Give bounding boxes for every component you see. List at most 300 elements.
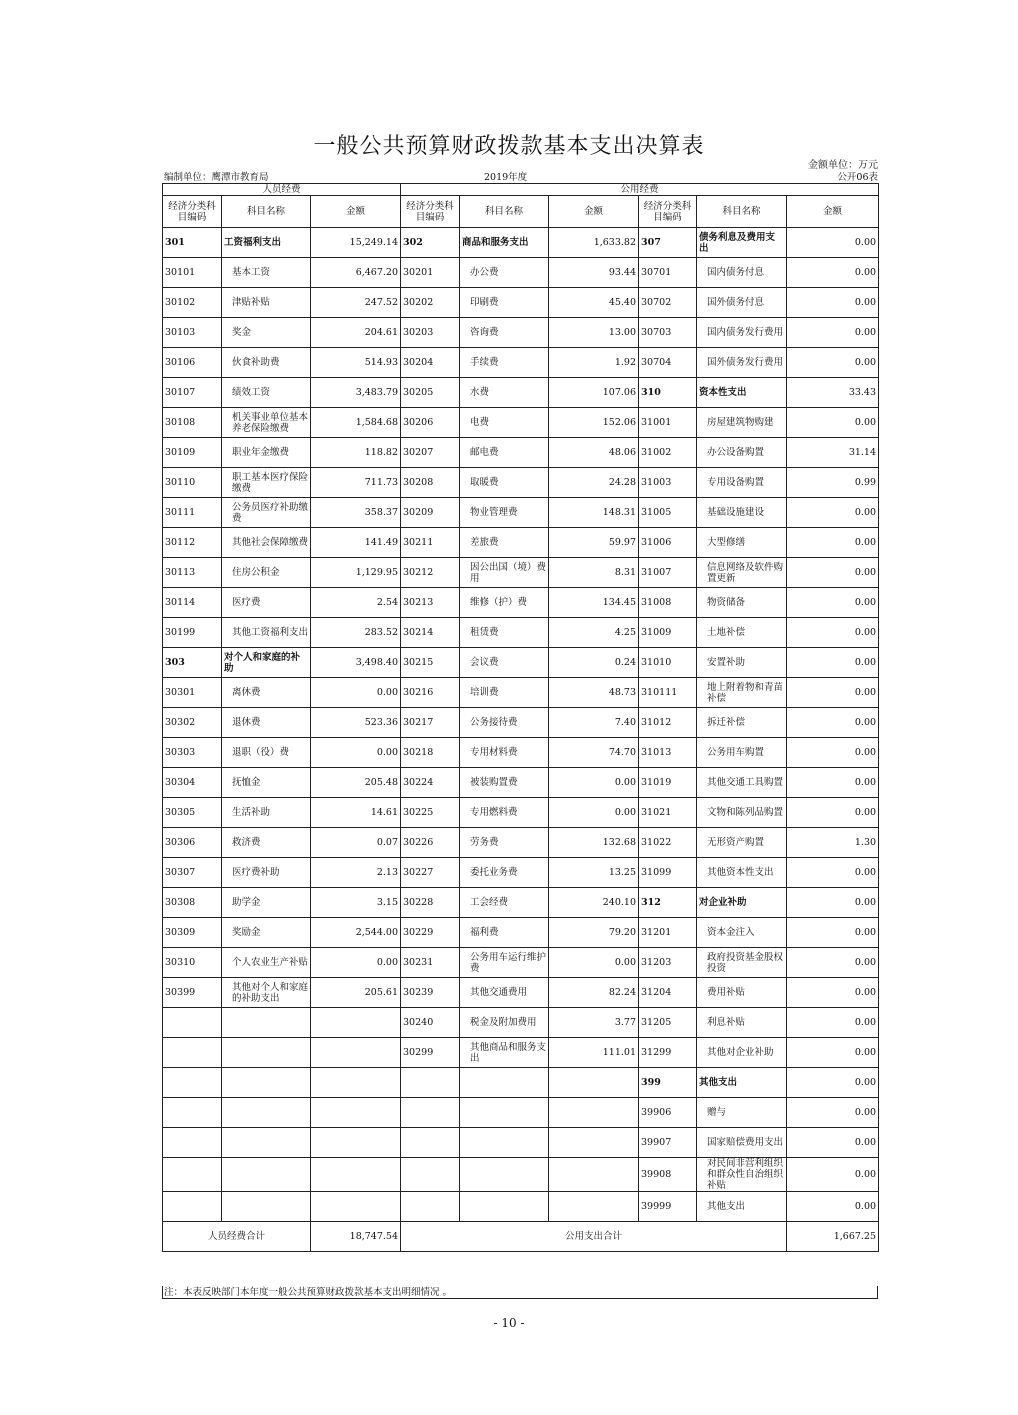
cell-code: 30103 xyxy=(163,318,222,348)
cell-name: 医疗费补助 xyxy=(222,858,311,888)
cell-amount: 6,467.20 xyxy=(311,258,401,288)
cell-name: 赠与 xyxy=(697,1098,787,1128)
cell-amount xyxy=(311,1008,401,1038)
cell-name: 对民间非营利组织和群众性自治组织补贴 xyxy=(697,1158,787,1192)
cell-code: 30202 xyxy=(401,288,460,318)
cell-amount: 0.00 xyxy=(787,1158,879,1192)
cell-code: 30199 xyxy=(163,618,222,648)
cell-code xyxy=(163,1038,222,1068)
cell-amount: 152.06 xyxy=(549,408,639,438)
cell-amount: 0.00 xyxy=(787,348,879,378)
cell-name: 差旅费 xyxy=(460,528,549,558)
cell-name: 费用补贴 xyxy=(697,978,787,1008)
cell-code: 30302 xyxy=(163,708,222,738)
cell-code: 30213 xyxy=(401,588,460,618)
cell-name: 救济费 xyxy=(222,828,311,858)
cell-name: 水费 xyxy=(460,378,549,408)
cell-amount xyxy=(549,1068,639,1098)
cell-name xyxy=(460,1068,549,1098)
cell-code: 30227 xyxy=(401,858,460,888)
cell-name: 退休费 xyxy=(222,708,311,738)
cell-code: 31003 xyxy=(639,468,697,498)
cell-name: 退职（役）费 xyxy=(222,738,311,768)
table-row xyxy=(163,1038,879,1068)
cell-amount: 8.31 xyxy=(549,558,639,588)
cell-code: 31021 xyxy=(639,798,697,828)
cell-amount: 13.25 xyxy=(549,858,639,888)
cell-amount: 7.40 xyxy=(549,708,639,738)
cell-amount: 240.10 xyxy=(549,888,639,918)
cell-code: 30218 xyxy=(401,738,460,768)
cell-code: 30240 xyxy=(401,1008,460,1038)
cell-amount: 2.13 xyxy=(311,858,401,888)
cell-code: 30107 xyxy=(163,378,222,408)
cell-code: 39907 xyxy=(639,1128,697,1158)
table-row xyxy=(163,828,879,858)
cell-code: 30215 xyxy=(401,648,460,678)
cell-name: 土地补偿 xyxy=(697,618,787,648)
cell-code xyxy=(163,1068,222,1098)
cell-amount xyxy=(549,1192,639,1222)
cell-amount: 0.00 xyxy=(787,588,879,618)
cell-name: 电费 xyxy=(460,408,549,438)
cell-amount: 0.00 xyxy=(311,948,401,978)
cell-amount xyxy=(311,1158,401,1192)
cell-code: 30212 xyxy=(401,558,460,588)
cell-name: 公务用车购置 xyxy=(697,738,787,768)
cell-code xyxy=(163,1008,222,1038)
cell-code xyxy=(401,1158,460,1192)
group-public: 公用经费 xyxy=(401,184,879,196)
cell-name: 取暖费 xyxy=(460,468,549,498)
cell-name: 其他交通费用 xyxy=(460,978,549,1008)
cell-amount: 0.00 xyxy=(787,258,879,288)
cell-amount: 0.00 xyxy=(787,1008,879,1038)
cell-amount: 2,544.00 xyxy=(311,918,401,948)
cell-amount: 0.00 xyxy=(787,558,879,588)
cell-name: 专用设备购置 xyxy=(697,468,787,498)
table-row xyxy=(163,768,879,798)
cell-code xyxy=(163,1098,222,1128)
cell-amount: 0.24 xyxy=(549,648,639,678)
cell-name: 物业管理费 xyxy=(460,498,549,528)
cell-name: 劳务费 xyxy=(460,828,549,858)
cell-amount: 74.70 xyxy=(549,738,639,768)
cell-name: 培训费 xyxy=(460,678,549,708)
cell-name xyxy=(460,1098,549,1128)
cell-name: 办公设备购置 xyxy=(697,438,787,468)
cell-name: 其他支出 xyxy=(697,1192,787,1222)
group-header-row xyxy=(163,184,879,196)
cell-amount: 48.06 xyxy=(549,438,639,468)
cell-name xyxy=(222,1008,311,1038)
cell-amount: 0.00 xyxy=(787,768,879,798)
cell-name: 其他支出 xyxy=(697,1068,787,1098)
col-header-name: 科目名称 xyxy=(222,196,311,228)
cell-name: 奖金 xyxy=(222,318,311,348)
cell-name: 房屋建筑物购建 xyxy=(697,408,787,438)
table-row xyxy=(163,798,879,828)
cell-code: 30204 xyxy=(401,348,460,378)
cell-code: 30207 xyxy=(401,438,460,468)
cell-code: 30112 xyxy=(163,528,222,558)
cell-amount: 13.00 xyxy=(549,318,639,348)
table-row xyxy=(163,888,879,918)
cell-code: 30102 xyxy=(163,288,222,318)
cell-code: 30109 xyxy=(163,438,222,468)
cell-code: 31006 xyxy=(639,528,697,558)
cell-code xyxy=(163,1128,222,1158)
cell-amount: 31.14 xyxy=(787,438,879,468)
cell-amount: 523.36 xyxy=(311,708,401,738)
cell-amount: 111.01 xyxy=(549,1038,639,1068)
table-row xyxy=(163,1158,879,1192)
cell-amount: 1,129.95 xyxy=(311,558,401,588)
table-row xyxy=(163,438,879,468)
col-header-code: 经济分类科目编码 xyxy=(163,196,222,228)
cell-amount xyxy=(549,1128,639,1158)
cell-amount: 3.77 xyxy=(549,1008,639,1038)
cell-name: 国外债务发行费用 xyxy=(697,348,787,378)
form-code: 公开06表 xyxy=(837,172,878,183)
cell-name: 维修（护）费 xyxy=(460,588,549,618)
cell-amount xyxy=(311,1068,401,1098)
amount-unit: 金额单位：万元 xyxy=(808,160,878,171)
table-row xyxy=(163,1192,879,1222)
cell-name: 会议费 xyxy=(460,648,549,678)
cell-code: 30231 xyxy=(401,948,460,978)
cell-name: 大型修缮 xyxy=(697,528,787,558)
totals-row xyxy=(163,1222,879,1252)
cell-code: 30106 xyxy=(163,348,222,378)
cell-name: 基础设施建设 xyxy=(697,498,787,528)
cell-name: 生活补助 xyxy=(222,798,311,828)
cell-code xyxy=(163,1158,222,1192)
cell-name xyxy=(222,1068,311,1098)
cell-amount: 0.07 xyxy=(311,828,401,858)
cell-amount: 0.00 xyxy=(787,978,879,1008)
table-row xyxy=(163,258,879,288)
cell-code: 30101 xyxy=(163,258,222,288)
cell-name xyxy=(222,1098,311,1128)
cell-amount xyxy=(311,1128,401,1158)
cell-name: 税金及附加费用 xyxy=(460,1008,549,1038)
cell-code: 39908 xyxy=(639,1158,697,1192)
table-row xyxy=(163,348,879,378)
cell-code: 30224 xyxy=(401,768,460,798)
cell-name: 无形资产购置 xyxy=(697,828,787,858)
cell-name: 印刷费 xyxy=(460,288,549,318)
cell-code: 31019 xyxy=(639,768,697,798)
cell-amount: 132.68 xyxy=(549,828,639,858)
total-personnel-amount: 18,747.54 xyxy=(311,1222,401,1252)
table-row xyxy=(163,558,879,588)
table-row xyxy=(163,708,879,738)
cell-code: 39999 xyxy=(639,1192,697,1222)
cell-amount: 358.37 xyxy=(311,498,401,528)
cell-amount: 141.49 xyxy=(311,528,401,558)
cell-code xyxy=(401,1192,460,1222)
table-row xyxy=(163,528,879,558)
cell-name: 个人农业生产补贴 xyxy=(222,948,311,978)
table-row xyxy=(163,678,879,708)
cell-amount: 0.00 xyxy=(787,678,879,708)
cell-name: 租赁费 xyxy=(460,618,549,648)
cell-name: 职业年金缴费 xyxy=(222,438,311,468)
table-row xyxy=(163,1008,879,1038)
cell-amount: 33.43 xyxy=(787,378,879,408)
cell-name: 工会经费 xyxy=(460,888,549,918)
cell-name xyxy=(222,1128,311,1158)
cell-code: 30702 xyxy=(639,288,697,318)
cell-amount: 2.54 xyxy=(311,588,401,618)
cell-name: 被装购置费 xyxy=(460,768,549,798)
cell-code: 30704 xyxy=(639,348,697,378)
cell-code: 30308 xyxy=(163,888,222,918)
cell-code: 30309 xyxy=(163,918,222,948)
cell-code: 30203 xyxy=(401,318,460,348)
cell-amount: 514.93 xyxy=(311,348,401,378)
cell-amount: 0.00 xyxy=(787,618,879,648)
cell-name: 邮电费 xyxy=(460,438,549,468)
column-header-row xyxy=(163,196,879,228)
cell-code: 30228 xyxy=(401,888,460,918)
cell-name: 助学金 xyxy=(222,888,311,918)
cell-name: 其他对企业补助 xyxy=(697,1038,787,1068)
cell-code: 30113 xyxy=(163,558,222,588)
cell-code: 307 xyxy=(639,228,697,258)
page-number: - 10 - xyxy=(493,1316,525,1330)
cell-amount: 134.45 xyxy=(549,588,639,618)
cell-amount: 205.61 xyxy=(311,978,401,1008)
cell-amount: 0.00 xyxy=(787,408,879,438)
cell-code: 30208 xyxy=(401,468,460,498)
total-public-label: 公用支出合计 xyxy=(401,1222,787,1252)
cell-name: 公务员医疗补助缴费 xyxy=(222,498,311,528)
cell-amount: 204.61 xyxy=(311,318,401,348)
cell-amount: 107.06 xyxy=(549,378,639,408)
cell-name xyxy=(460,1192,549,1222)
cell-name: 其他交通工具购置 xyxy=(697,768,787,798)
cell-code: 30305 xyxy=(163,798,222,828)
fiscal-year: 2019年度 xyxy=(484,172,528,183)
cell-amount xyxy=(311,1038,401,1068)
cell-amount: 82.24 xyxy=(549,978,639,1008)
cell-amount: 59.97 xyxy=(549,528,639,558)
report-title: 一般公共预算财政拨款基本支出决算表 xyxy=(313,134,705,159)
cell-code: 31022 xyxy=(639,828,697,858)
cell-amount: 15,249.14 xyxy=(311,228,401,258)
cell-name: 国内债务付息 xyxy=(697,258,787,288)
cell-amount: 247.52 xyxy=(311,288,401,318)
cell-code: 30226 xyxy=(401,828,460,858)
cell-name xyxy=(222,1158,311,1192)
cell-name: 基本工资 xyxy=(222,258,311,288)
reporting-org: 编制单位：鹰潭市教育局 xyxy=(164,172,269,183)
cell-name: 国家赔偿费用支出 xyxy=(697,1128,787,1158)
cell-amount: 1,584.68 xyxy=(311,408,401,438)
cell-amount: 79.20 xyxy=(549,918,639,948)
cell-code: 30205 xyxy=(401,378,460,408)
cell-code: 30216 xyxy=(401,678,460,708)
cell-code: 31013 xyxy=(639,738,697,768)
cell-amount: 205.48 xyxy=(311,768,401,798)
table-row xyxy=(163,648,879,678)
cell-code: 31001 xyxy=(639,408,697,438)
cell-code xyxy=(401,1098,460,1128)
cell-name: 其他资本性支出 xyxy=(697,858,787,888)
table-row xyxy=(163,318,879,348)
cell-name: 政府投资基金股权投资 xyxy=(697,948,787,978)
cell-amount: 0.00 xyxy=(787,708,879,738)
cell-code: 30110 xyxy=(163,468,222,498)
cell-code: 30111 xyxy=(163,498,222,528)
cell-name: 国外债务付息 xyxy=(697,288,787,318)
cell-amount: 0.00 xyxy=(787,918,879,948)
cell-name: 医疗费 xyxy=(222,588,311,618)
cell-name: 委托业务费 xyxy=(460,858,549,888)
cell-amount: 0.00 xyxy=(787,498,879,528)
cell-amount xyxy=(311,1192,401,1222)
cell-amount: 3,483.79 xyxy=(311,378,401,408)
cell-amount: 1.30 xyxy=(787,828,879,858)
cell-code: 31205 xyxy=(639,1008,697,1038)
cell-code: 31010 xyxy=(639,648,697,678)
cell-name xyxy=(222,1192,311,1222)
cell-amount: 0.00 xyxy=(787,948,879,978)
cell-amount: 1,633.82 xyxy=(549,228,639,258)
cell-code: 30214 xyxy=(401,618,460,648)
cell-code: 31299 xyxy=(639,1038,697,1068)
cell-amount: 0.00 xyxy=(787,888,879,918)
cell-code xyxy=(163,1192,222,1222)
cell-code: 399 xyxy=(639,1068,697,1098)
cell-name: 机关事业单位基本养老保险缴费 xyxy=(222,408,311,438)
expenditure-table xyxy=(162,183,879,1252)
cell-amount: 0.00 xyxy=(549,768,639,798)
cell-code: 30217 xyxy=(401,708,460,738)
table-row xyxy=(163,588,879,618)
cell-code: 30239 xyxy=(401,978,460,1008)
col-header-code: 经济分类科目编码 xyxy=(401,196,460,228)
cell-code: 30114 xyxy=(163,588,222,618)
cell-name: 咨询费 xyxy=(460,318,549,348)
table-row xyxy=(163,1128,879,1158)
cell-name: 伙食补助费 xyxy=(222,348,311,378)
total-public-amount: 1,667.25 xyxy=(787,1222,879,1252)
cell-code: 310111 xyxy=(639,678,697,708)
cell-amount: 0.00 xyxy=(787,798,879,828)
cell-code: 30299 xyxy=(401,1038,460,1068)
cell-name: 资本金注入 xyxy=(697,918,787,948)
table-row xyxy=(163,288,879,318)
table-row xyxy=(163,1098,879,1128)
cell-code: 30701 xyxy=(639,258,697,288)
cell-code: 31002 xyxy=(639,438,697,468)
table-row xyxy=(163,498,879,528)
col-header-amount: 金额 xyxy=(549,196,639,228)
cell-amount: 0.00 xyxy=(787,1068,879,1098)
cell-amount: 0.00 xyxy=(787,1098,879,1128)
cell-amount: 283.52 xyxy=(311,618,401,648)
cell-amount: 0.00 xyxy=(549,798,639,828)
cell-amount: 0.00 xyxy=(787,318,879,348)
cell-name: 抚恤金 xyxy=(222,768,311,798)
cell-code: 31008 xyxy=(639,588,697,618)
cell-name: 安置补助 xyxy=(697,648,787,678)
cell-code: 31012 xyxy=(639,708,697,738)
cell-name: 拆迁补偿 xyxy=(697,708,787,738)
cell-name: 住房公积金 xyxy=(222,558,311,588)
cell-name: 绩效工资 xyxy=(222,378,311,408)
cell-name: 办公费 xyxy=(460,258,549,288)
cell-amount xyxy=(311,1098,401,1128)
cell-code xyxy=(401,1128,460,1158)
cell-code: 30310 xyxy=(163,948,222,978)
cell-name: 物资储备 xyxy=(697,588,787,618)
cell-amount: 4.25 xyxy=(549,618,639,648)
cell-code: 30201 xyxy=(401,258,460,288)
cell-amount: 93.44 xyxy=(549,258,639,288)
cell-code: 30209 xyxy=(401,498,460,528)
cell-name: 债务利息及费用支出 xyxy=(697,228,787,258)
table-note: 注：本表反映部门本年度一般公共预算财政拨款基本支出明细情况 。 xyxy=(164,1287,453,1298)
cell-name: 对个人和家庭的补助 xyxy=(222,648,311,678)
table-row xyxy=(163,378,879,408)
cell-amount: 0.00 xyxy=(311,738,401,768)
cell-amount: 0.00 xyxy=(787,288,879,318)
cell-amount: 0.00 xyxy=(787,1038,879,1068)
table-row xyxy=(163,1068,879,1098)
cell-code: 30399 xyxy=(163,978,222,1008)
cell-amount: 45.40 xyxy=(549,288,639,318)
cell-code: 30229 xyxy=(401,918,460,948)
cell-name: 其他社会保障缴费 xyxy=(222,528,311,558)
cell-amount: 148.31 xyxy=(549,498,639,528)
cell-name: 资本性支出 xyxy=(697,378,787,408)
col-header-amount: 金额 xyxy=(787,196,879,228)
cell-amount: 0.00 xyxy=(311,678,401,708)
cell-amount: 24.28 xyxy=(549,468,639,498)
col-header-name: 科目名称 xyxy=(460,196,549,228)
table-row xyxy=(163,228,879,258)
cell-code: 30225 xyxy=(401,798,460,828)
cell-name: 地上附着物和青苗补偿 xyxy=(697,678,787,708)
table-row xyxy=(163,858,879,888)
cell-name: 手续费 xyxy=(460,348,549,378)
cell-code: 31201 xyxy=(639,918,697,948)
cell-code: 302 xyxy=(401,228,460,258)
cell-name: 国内债务发行费用 xyxy=(697,318,787,348)
col-header-name: 科目名称 xyxy=(697,196,787,228)
cell-name: 专用材料费 xyxy=(460,738,549,768)
cell-name: 商品和服务支出 xyxy=(460,228,549,258)
cell-code: 303 xyxy=(163,648,222,678)
cell-code: 30303 xyxy=(163,738,222,768)
cell-name: 文物和陈列品购置 xyxy=(697,798,787,828)
cell-code: 31099 xyxy=(639,858,697,888)
cell-code: 31005 xyxy=(639,498,697,528)
cell-amount: 0.99 xyxy=(787,468,879,498)
table-row xyxy=(163,468,879,498)
cell-name: 离休费 xyxy=(222,678,311,708)
cell-code: 30301 xyxy=(163,678,222,708)
cell-code: 301 xyxy=(163,228,222,258)
cell-name: 公务接待费 xyxy=(460,708,549,738)
cell-amount: 0.00 xyxy=(787,1128,879,1158)
cell-code: 30703 xyxy=(639,318,697,348)
table-row xyxy=(163,738,879,768)
